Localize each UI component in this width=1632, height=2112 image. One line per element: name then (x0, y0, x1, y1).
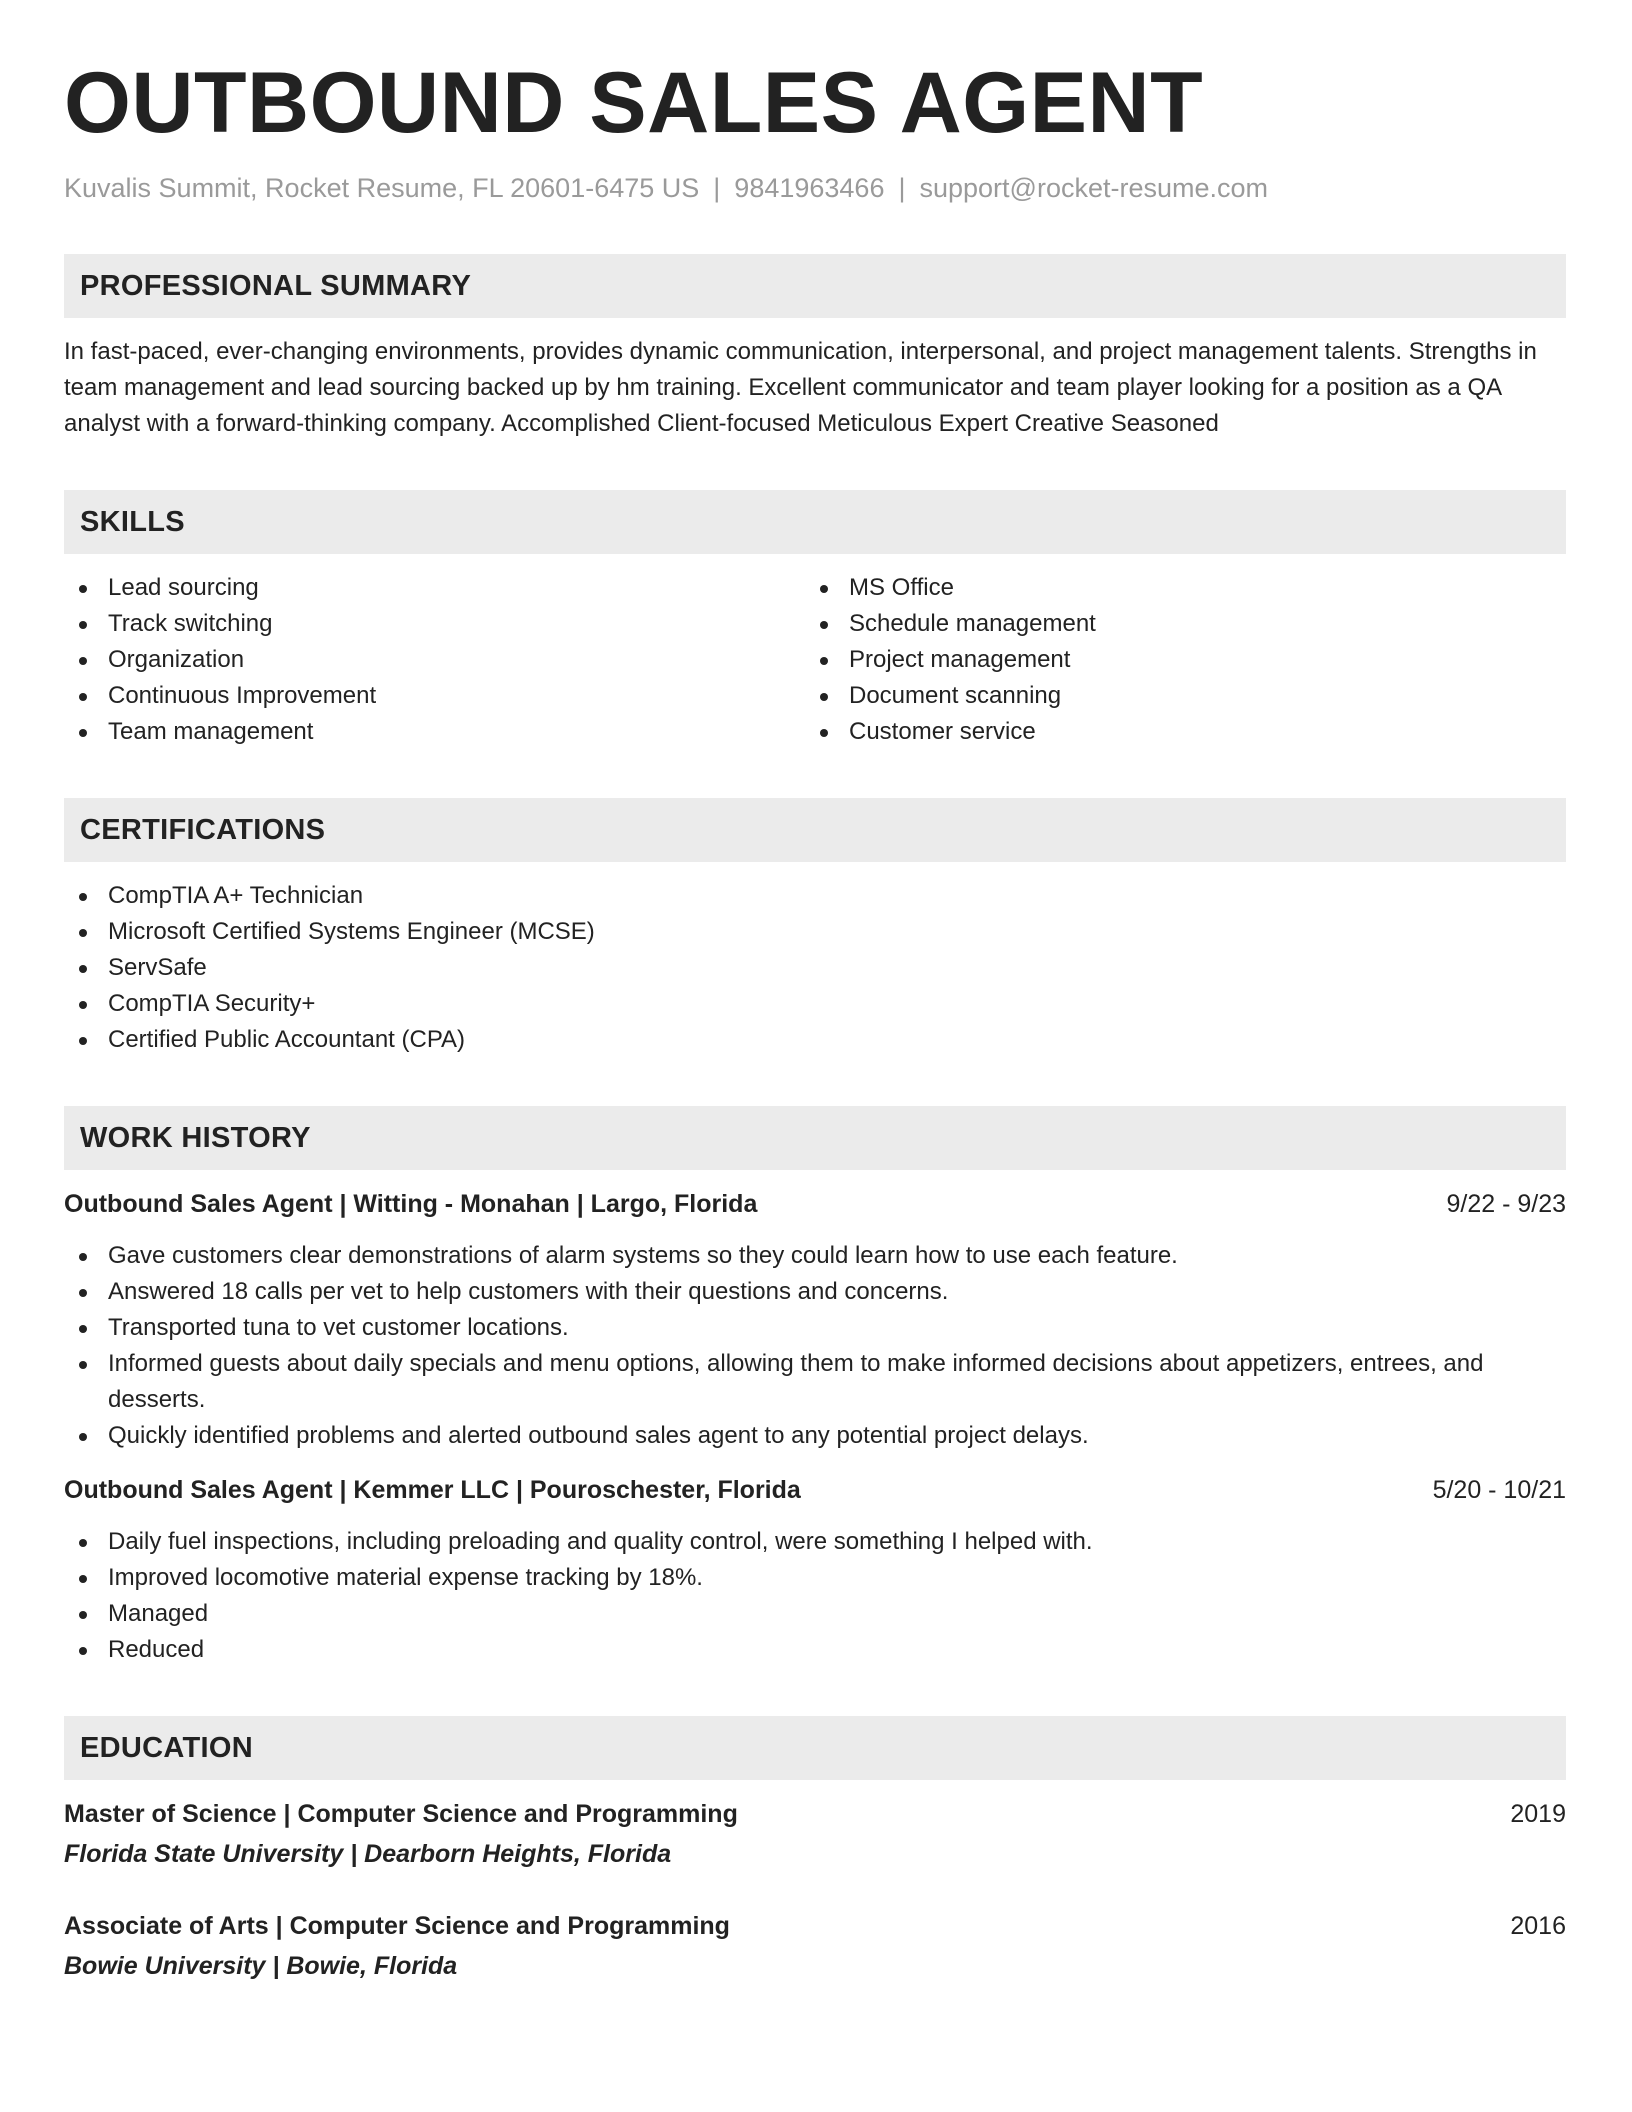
job-bullets (64, 1524, 1566, 1668)
education-school: Bowie University | Bowie, Florida (64, 1952, 458, 1981)
certification-item: CompTIA Security+ (64, 986, 1566, 1022)
certification-item: Certified Public Accountant (CPA) (64, 1022, 1566, 1058)
job-dates: 9/22 - 9/23 (1446, 1190, 1566, 1219)
job-entry (64, 1472, 1566, 1668)
skill-item: Project management (805, 642, 1546, 678)
contact-email: support@rocket-resume.com (919, 173, 1269, 203)
skills-column-right (805, 570, 1546, 750)
resume-page (64, 0, 1566, 1984)
job-bullet: Answered 18 calls per vet to help customers with their questions and concerns. (64, 1274, 1566, 1310)
education-entry (64, 1796, 1566, 1872)
job-bullet: Transported tuna to vet customer locations. (64, 1310, 1566, 1346)
job-entry (64, 1186, 1566, 1454)
section-header-certifications: CERTIFICATIONS (64, 798, 1566, 862)
contact-line (64, 172, 1566, 204)
summary-text: In fast-paced, ever-changing environments, provides dynamic communication, interpersonal, and project management talents. Strengths in team management and lead sourcing backed up by hm training. Excellent communicator and team player looking for a position as a QA analyst with a forward-thinking company. Accomplished Client-focused Meticulous Expert Creative Seasoned (64, 338, 1537, 438)
contact-separator: | (713, 173, 721, 203)
job-bullet: Daily fuel inspections, including preloading and quality control, were something I helped with. (64, 1524, 1566, 1560)
skills-column-left (64, 570, 805, 750)
skill-item: Track switching (64, 606, 805, 642)
education-school: Florida State University | Dearborn Heights, Florida (64, 1840, 672, 1869)
job-bullet: Informed guests about daily specials and menu options, allowing them to make informed decisions about appetizers, entrees, and desserts. (64, 1346, 1566, 1418)
education-year: 2016 (1510, 1912, 1566, 1941)
contact-address: Kuvalis Summit, Rocket Resume, FL 20601-6475 US (64, 173, 700, 203)
section-header-work-history: WORK HISTORY (64, 1106, 1566, 1170)
job-bullet: Quickly identified problems and alerted outbound sales agent to any potential project delays. (64, 1418, 1566, 1454)
job-bullet: Managed (64, 1596, 1566, 1632)
skill-item: Team management (64, 714, 805, 750)
education-header (64, 1796, 1566, 1832)
education-year: 2019 (1510, 1800, 1566, 1829)
contact-phone: 9841963466 (734, 173, 885, 203)
education-degree: Associate of Arts | Computer Science and Programming (64, 1912, 730, 1941)
skill-item: Organization (64, 642, 805, 678)
skill-item: Schedule management (805, 606, 1546, 642)
section-header-summary: PROFESSIONAL SUMMARY (64, 254, 1566, 318)
skills-list (64, 554, 1566, 750)
candidate-name: OUTBOUND SALES AGENT (64, 55, 1204, 151)
job-bullets (64, 1238, 1566, 1454)
job-header (64, 1472, 1566, 1508)
skill-item: Lead sourcing (64, 570, 805, 606)
section-header-skills: SKILLS (64, 490, 1566, 554)
contact-separator: | (898, 173, 906, 203)
certification-item: Microsoft Certified Systems Engineer (MCSE) (64, 914, 1566, 950)
job-title: Outbound Sales Agent | Kemmer LLC | Pouroschester, Florida (64, 1476, 801, 1505)
education-degree: Master of Science | Computer Science and Programming (64, 1800, 738, 1829)
job-bullet: Improved locomotive material expense tracking by 18%. (64, 1560, 1566, 1596)
job-bullet: Gave customers clear demonstrations of alarm systems so they could learn how to use each feature. (64, 1238, 1566, 1274)
section-header-education: EDUCATION (64, 1716, 1566, 1780)
certification-item: CompTIA A+ Technician (64, 878, 1566, 914)
job-title: Outbound Sales Agent | Witting - Monahan | Largo, Florida (64, 1190, 758, 1219)
skill-item: Document scanning (805, 678, 1546, 714)
job-bullet: Reduced (64, 1632, 1566, 1668)
certifications-list (64, 878, 1566, 1058)
certification-item: ServSafe (64, 950, 1566, 986)
education-entry (64, 1908, 1566, 1984)
skill-item: Continuous Improvement (64, 678, 805, 714)
job-dates: 5/20 - 10/21 (1432, 1476, 1566, 1505)
job-header (64, 1186, 1566, 1222)
skill-item: Customer service (805, 714, 1546, 750)
skill-item: MS Office (805, 570, 1546, 606)
education-header (64, 1908, 1566, 1944)
